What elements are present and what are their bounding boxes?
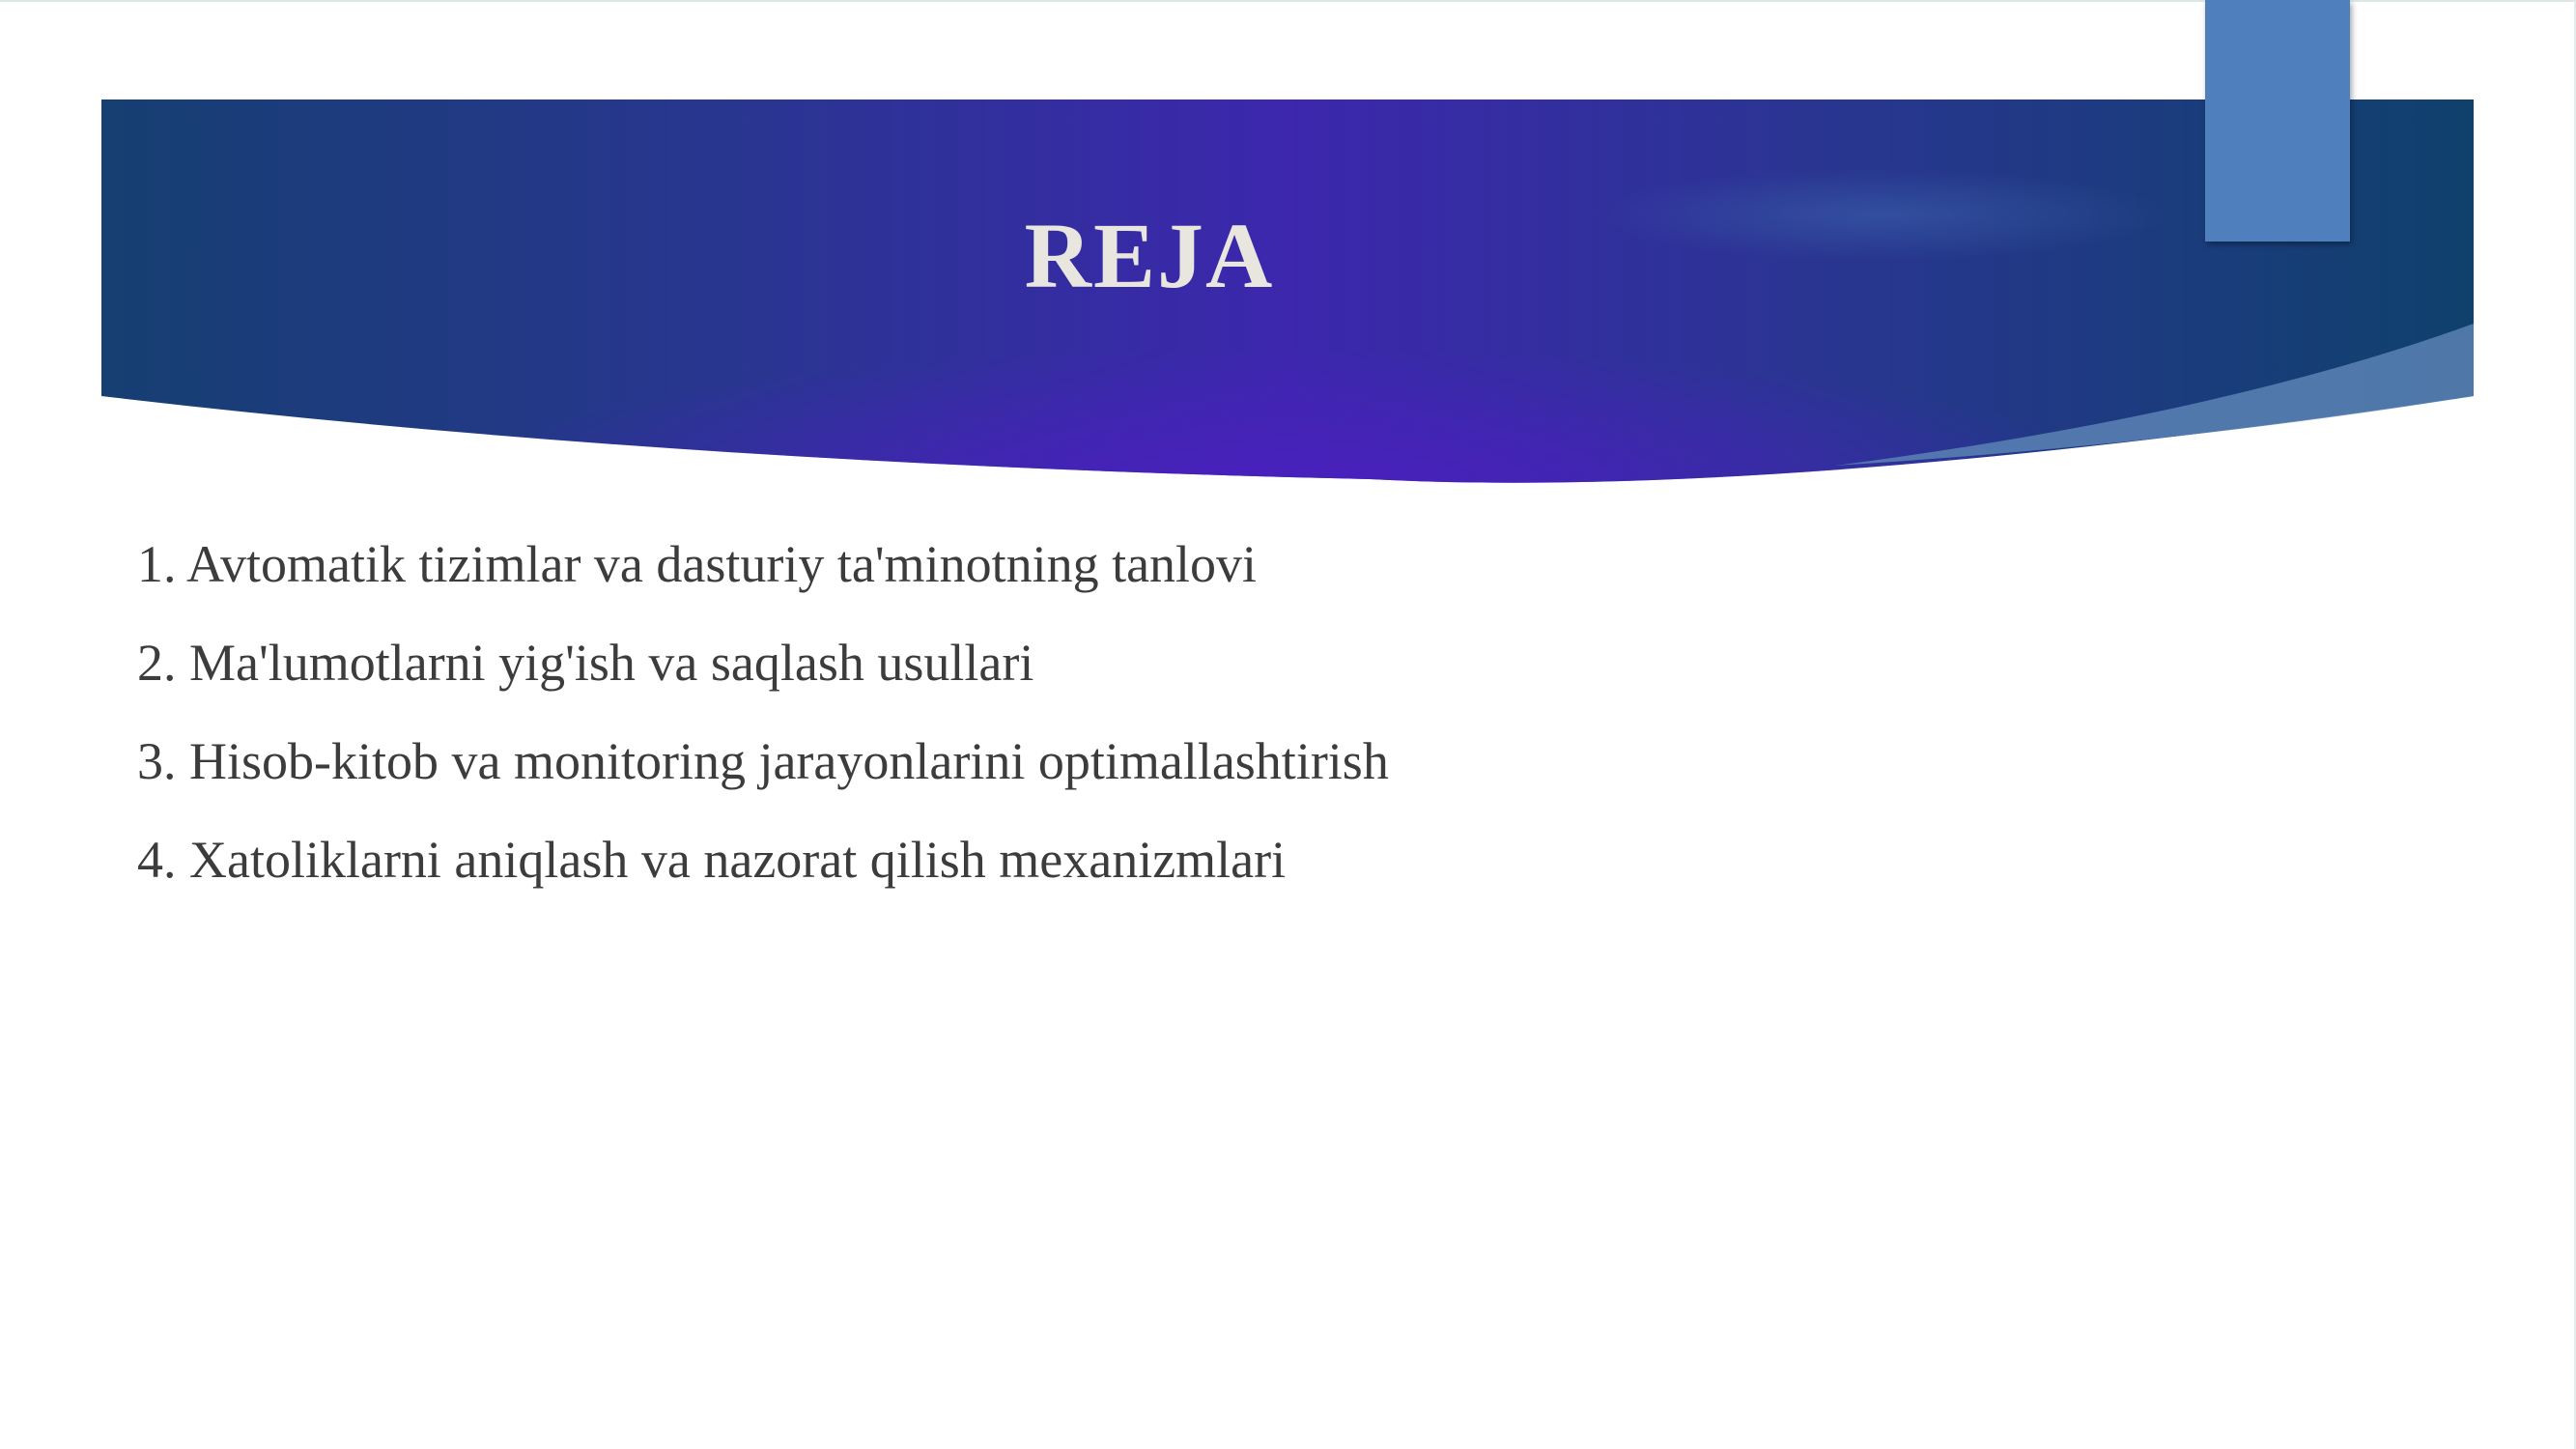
agenda-item: 3. Hisob-kitob va monitoring jarayonlarini optimallashtirish	[137, 732, 1389, 790]
agenda-list	[137, 529, 1389, 923]
agenda-item: 2. Ma'lumotlarni yig'ish va saqlash usullari	[137, 634, 1034, 692]
agenda-item: 1. Avtomatik tizimlar va dasturiy ta'minotning tanlovi	[137, 535, 1258, 593]
slide-title: REJA	[1024, 204, 1275, 307]
agenda-item: 4. Xatoliklarni aniqlash va nazorat qilish mexanizmlari	[137, 831, 1287, 889]
